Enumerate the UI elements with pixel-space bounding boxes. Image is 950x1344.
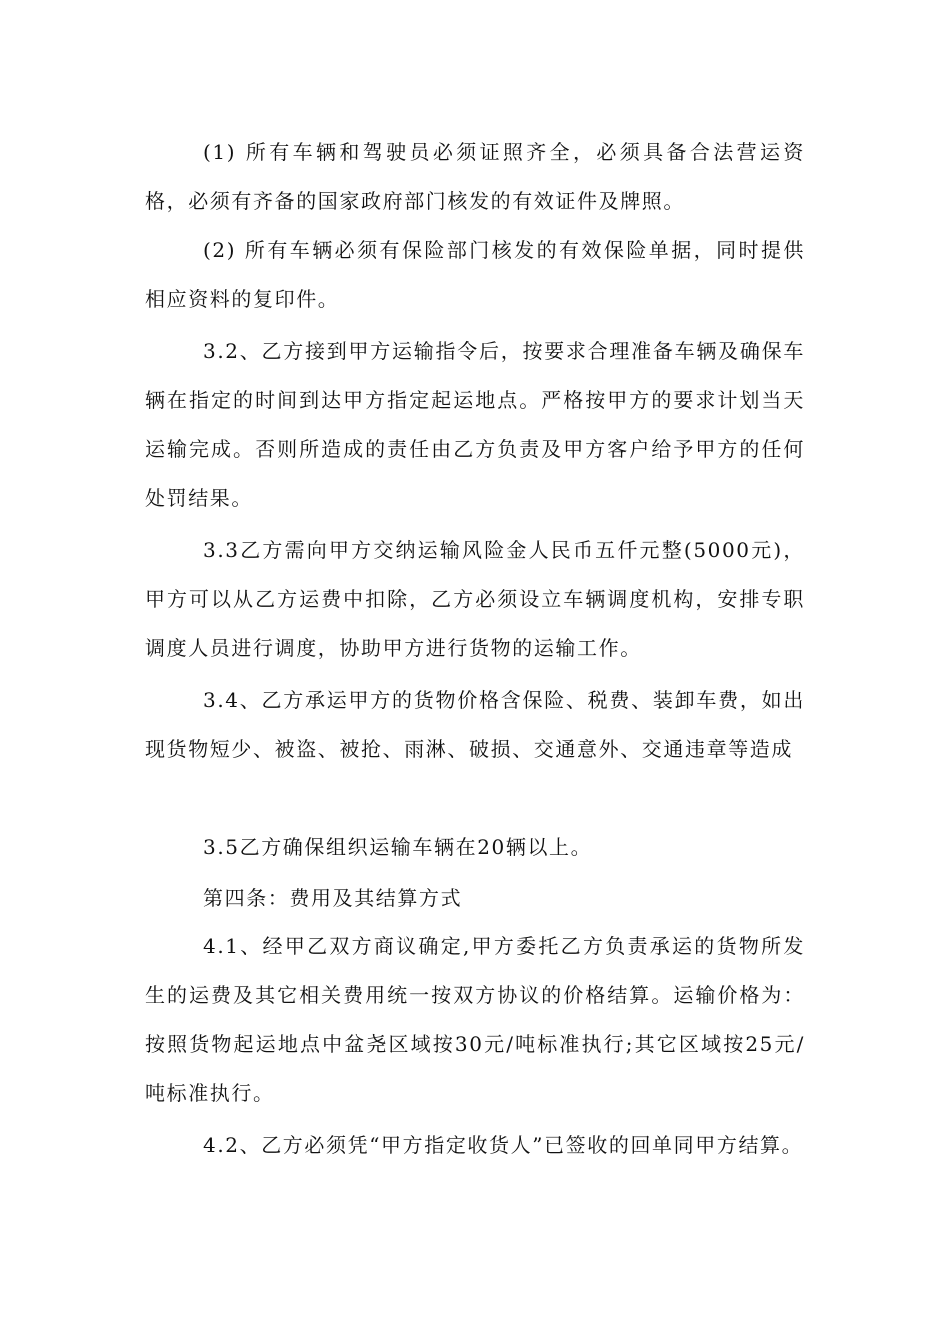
paragraph-vehicle-insurance: (2) 所有车辆必须有保险部门核发的有效保险单据，同时提供相应资料的复印件。 [145, 238, 805, 311]
paragraph-3-2-transport-instruction: 3.2、乙方接到甲方运输指令后，按要求合理准备车辆及确保车辆在指定的时间到达甲方指定起运地点。严格按甲方的要求计划当天运输完成。否则所造成的责任由乙方负责及甲方客户给予甲方的任何处罚结果。 [145, 339, 805, 510]
section-heading-article-4: 第四条：费用及其结算方式 [203, 886, 463, 910]
paragraph-4-2-receipt-settlement: 4.2、乙方必须凭“甲方指定收货人”已签收的回单同甲方结算。 [203, 1133, 804, 1157]
paragraph-4-1-fee-settlement: 4.1、经甲乙双方商议确定,甲方委托乙方负责承运的货物所发生的运费及其它相关费用统一按双方协议的价格结算。运输价格为：按照货物起运地点中盆尧区域按30元/吨标准执行;其它区域按25元/吨标准执行。 [145, 934, 805, 1105]
paragraph-vehicle-licenses: (1) 所有车辆和驾驶员必须证照齐全，必须具备合法营运资格，必须有齐备的国家政府部门核发的有效证件及牌照。 [145, 140, 805, 213]
paragraph-3-3-risk-deposit: 3.3乙方需向甲方交纳运输风险金人民币五仟元整(5000元)，甲方可以从乙方运费中扣除，乙方必须设立车辆调度机构，安排专职调度人员进行调度，协助甲方进行货物的运输工作。 [145, 538, 805, 660]
paragraph-3-5-vehicle-count: 3.5乙方确保组织运输车辆在20辆以上。 [203, 835, 593, 859]
paragraph-3-4-cargo-price: 3.4、乙方承运甲方的货物价格含保险、税费、装卸车费，如出现货物短少、被盗、被抢、雨淋、破损、交通意外、交通违章等造成 [145, 688, 805, 761]
